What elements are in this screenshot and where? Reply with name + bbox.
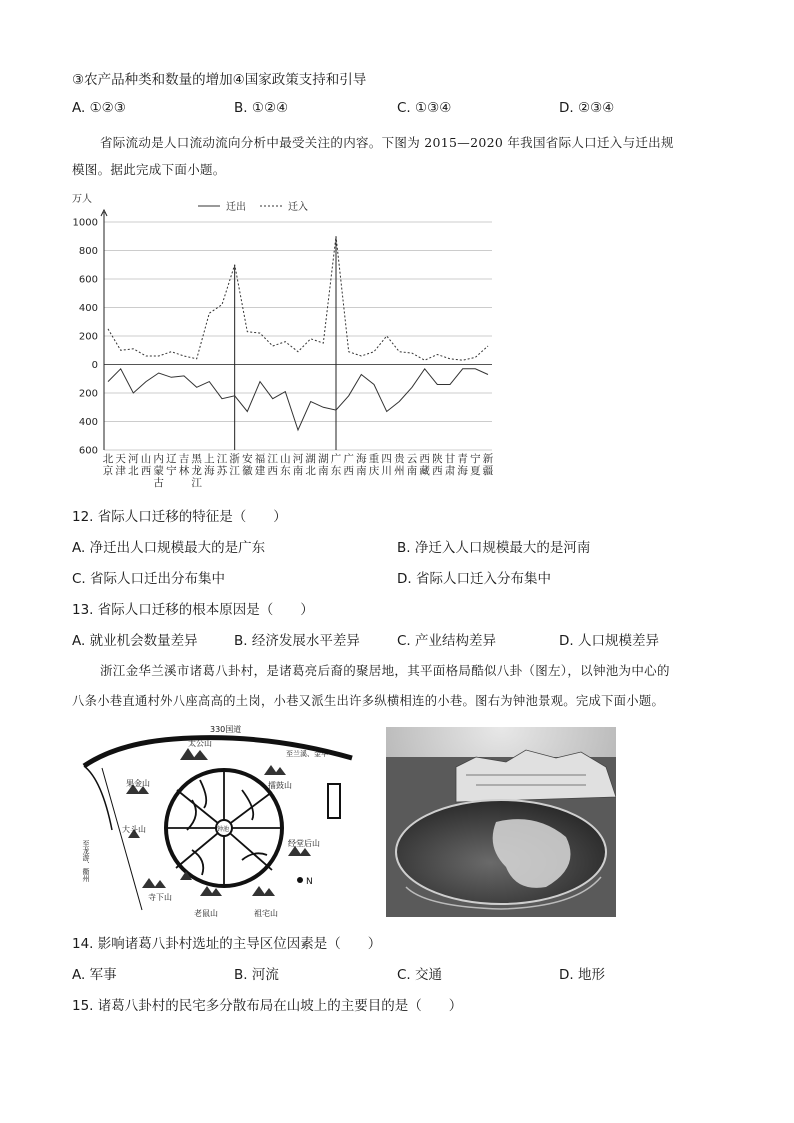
q13-option-c[interactable]: C. 产业结构差异 bbox=[397, 633, 497, 649]
label-guojin: 果金山 bbox=[126, 779, 150, 788]
label-zuzhai: 祖宅山 bbox=[254, 909, 278, 918]
x-tick-label: 河 bbox=[128, 453, 139, 465]
q14-option-a[interactable]: A. 军事 bbox=[72, 967, 117, 983]
label-zhilanxi: 至兰溪、金华 bbox=[286, 750, 328, 758]
q11-option-a[interactable]: A. ①②③ bbox=[72, 100, 126, 116]
x-tick-label: 西 bbox=[343, 465, 354, 477]
x-tick-label: 藏 bbox=[419, 465, 430, 477]
intro2-line1: 浙江金华兰溪市诸葛八卦村，是诸葛亮后裔的聚居地，其平面格局酷似八卦（图左），以钟池为中心的 bbox=[100, 663, 670, 678]
x-tick-label: 青 bbox=[457, 453, 468, 465]
x-tick-label: 林 bbox=[178, 465, 190, 477]
y-tick-label: 600 bbox=[78, 445, 98, 457]
question-13: 13. 省际人口迁移的根本原因是（ ） bbox=[72, 602, 314, 618]
x-tick-label: 京 bbox=[102, 465, 114, 477]
x-tick-label: 北 bbox=[305, 465, 316, 477]
x-tick-label: 宁 bbox=[470, 453, 481, 465]
x-tick-label: 陕 bbox=[432, 453, 443, 465]
y-tick-label: 1000 bbox=[72, 217, 98, 229]
y-tick-label: 200 bbox=[78, 388, 98, 400]
label-qingyun: 擂鼓山 bbox=[268, 781, 292, 790]
label-jingtang: 经堂后山 bbox=[288, 839, 320, 848]
x-tick-label: 江 bbox=[191, 477, 202, 489]
x-tick-label: 西 bbox=[140, 465, 152, 477]
x-tick-label: 天 bbox=[115, 453, 126, 465]
q11-option-c[interactable]: C. ①③④ bbox=[397, 100, 452, 116]
x-tick-label: 宁 bbox=[166, 465, 177, 477]
x-tick-label: 江 bbox=[229, 465, 240, 477]
y-tick-label: 400 bbox=[78, 417, 98, 428]
x-tick-label: 东 bbox=[280, 465, 291, 477]
label-shouxia: 寺下山 bbox=[148, 893, 172, 902]
label-taigong: 太公山 bbox=[188, 739, 212, 748]
x-tick-label: 云 bbox=[406, 453, 418, 465]
x-tick-label: 湖 bbox=[318, 453, 329, 465]
x-tick-label: 川 bbox=[381, 465, 392, 477]
x-tick-label: 湖 bbox=[305, 453, 316, 465]
x-tick-label: 津 bbox=[115, 465, 126, 477]
q13-option-a[interactable]: A. 就业机会数量差异 bbox=[72, 633, 198, 649]
x-tick-label: 福 bbox=[254, 453, 266, 465]
y-tick-label: 600 bbox=[78, 274, 98, 286]
intro1-line2: 模图。据此完成下面小题。 bbox=[72, 162, 226, 177]
q12-option-c[interactable]: C. 省际人口迁出分布集中 bbox=[72, 571, 226, 587]
x-tick-label: 南 bbox=[356, 465, 367, 477]
x-tick-label: 东 bbox=[330, 465, 342, 477]
x-tick-label: 夏 bbox=[470, 465, 481, 477]
label-dasi: 大斗山 bbox=[122, 825, 146, 834]
label-zhilongyou: 至龙游、衢州 bbox=[82, 840, 90, 882]
x-tick-label: 南 bbox=[406, 465, 418, 477]
x-tick-label: 山 bbox=[140, 453, 152, 465]
x-tick-label: 黑 bbox=[191, 453, 202, 465]
x-tick-label: 南 bbox=[318, 465, 329, 477]
x-tick-label: 浙 bbox=[229, 453, 240, 465]
x-tick-label: 南 bbox=[292, 465, 304, 477]
x-tick-label: 海 bbox=[457, 465, 468, 477]
north-arrow: N bbox=[306, 877, 313, 887]
pond-photo bbox=[386, 727, 616, 917]
x-tick-label: 山 bbox=[280, 453, 291, 465]
question-15: 15. 诸葛八卦村的民宅多分散布局在山坡上的主要目的是（ ） bbox=[72, 998, 463, 1014]
road-label: 330国道 bbox=[210, 725, 242, 734]
label-laoshu: 老鼠山 bbox=[194, 909, 218, 918]
question-12: 12. 省际人口迁移的特征是（ ） bbox=[72, 509, 287, 525]
intro1-line1: 省际流动是人口流动流向分析中最受关注的内容。下图为 2015—2020 年我国省际人口迁入与迁出规 bbox=[100, 135, 674, 150]
x-tick-label: 甘 bbox=[444, 453, 456, 465]
q11-option-b[interactable]: B. ①②④ bbox=[234, 100, 289, 116]
q12-option-b[interactable]: B. 净迁入人口规模最大的是河南 bbox=[397, 540, 591, 556]
x-tick-label: 上 bbox=[204, 453, 215, 465]
x-tick-label: 北 bbox=[128, 465, 139, 477]
q12-option-d[interactable]: D. 省际人口迁入分布集中 bbox=[397, 571, 551, 587]
x-tick-label: 北 bbox=[102, 453, 114, 465]
x-tick-label: 肃 bbox=[444, 465, 456, 477]
x-tick-label: 安 bbox=[242, 453, 253, 465]
y-tick-label: 800 bbox=[78, 246, 98, 257]
x-tick-label: 海 bbox=[356, 453, 367, 465]
x-tick-label: 河 bbox=[292, 453, 304, 465]
x-tick-label: 广 bbox=[330, 453, 342, 465]
y-tick-label: 200 bbox=[78, 331, 98, 343]
x-tick-label: 四 bbox=[381, 453, 392, 465]
x-tick-label: 西 bbox=[432, 465, 443, 477]
x-tick-label: 江 bbox=[267, 453, 278, 465]
q13-option-d[interactable]: D. 人口规模差异 bbox=[559, 633, 659, 649]
x-tick-label: 辽 bbox=[166, 453, 177, 465]
x-tick-label: 龙 bbox=[191, 465, 202, 477]
x-tick-label: 海 bbox=[204, 465, 215, 477]
series-out-line bbox=[108, 369, 488, 430]
x-tick-label: 内 bbox=[153, 453, 164, 465]
x-tick-label: 贵 bbox=[394, 453, 405, 465]
intro2-line2: 八条小巷直通村外八座高高的土岗，小巷又派生出许多纵横相连的小巷。图右为钟池景观。完成下面小题。 bbox=[72, 694, 665, 708]
x-tick-label: 苏 bbox=[216, 465, 228, 477]
y-axis-label: 万人 bbox=[72, 194, 92, 205]
x-tick-label: 州 bbox=[394, 465, 405, 477]
x-tick-label: 西 bbox=[419, 453, 430, 465]
question-14: 14. 影响诸葛八卦村选址的主导区位因素是（ ） bbox=[72, 936, 382, 952]
series-in-line bbox=[108, 236, 488, 360]
x-tick-label: 庆 bbox=[368, 465, 380, 477]
y-tick-label: 400 bbox=[78, 303, 98, 314]
x-tick-label: 疆 bbox=[482, 465, 494, 477]
q11-option-d[interactable]: D. ②③④ bbox=[559, 100, 615, 116]
x-tick-label: 古 bbox=[153, 477, 164, 489]
q14-option-c[interactable]: C. 交通 bbox=[397, 967, 443, 983]
x-tick-label: 吉 bbox=[178, 453, 190, 465]
x-tick-label: 广 bbox=[343, 453, 354, 465]
x-tick-label: 徽 bbox=[242, 465, 253, 477]
x-tick-label: 新 bbox=[482, 453, 494, 465]
q13-option-b[interactable]: B. 经济发展水平差异 bbox=[234, 633, 360, 649]
x-tick-label: 蒙 bbox=[153, 465, 164, 477]
q12-option-a[interactable]: A. 净迁出人口规模最大的是广东 bbox=[72, 540, 266, 556]
x-tick-label: 西 bbox=[267, 465, 278, 477]
legend-out: 迁出 bbox=[226, 202, 246, 213]
option-line-3-4: ③农产品种类和数量的增加④国家政策支持和引导 bbox=[72, 72, 367, 88]
x-tick-label: 建 bbox=[254, 465, 266, 477]
legend-in: 迁入 bbox=[288, 202, 308, 213]
q14-option-d[interactable]: D. 地形 bbox=[559, 967, 605, 983]
center-label: 钟池 bbox=[217, 826, 230, 833]
village-plan-map bbox=[82, 720, 356, 920]
x-tick-label: 重 bbox=[368, 453, 380, 465]
q14-option-b[interactable]: B. 河流 bbox=[234, 967, 279, 983]
migration-chart bbox=[60, 186, 500, 492]
y-tick-label: 0 bbox=[91, 360, 98, 371]
x-tick-label: 江 bbox=[216, 453, 228, 465]
